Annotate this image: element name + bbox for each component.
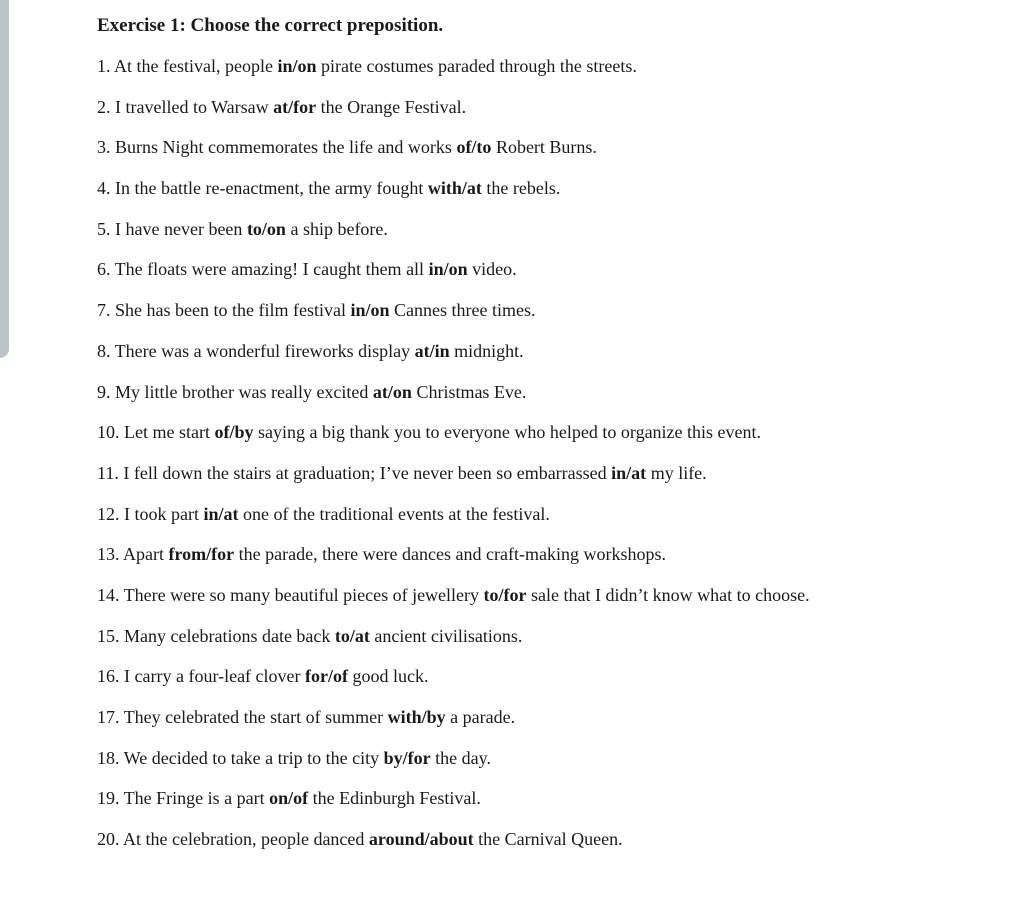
item-text-before: We decided to take a trip to the city: [123, 747, 384, 768]
item-text-before: I fell down the stairs at graduation; I’ve never been so embarrassed: [123, 462, 612, 483]
item-text-before: The floats were amazing! I caught them all: [114, 259, 429, 280]
item-text-after: video.: [467, 259, 517, 280]
item-text-after: the Edinburgh Festival.: [308, 788, 481, 809]
exercise-item: [97, 174, 997, 215]
preposition-choice: at/in: [414, 340, 450, 361]
item-number: 20.: [97, 829, 120, 850]
item-text-before: I took part: [124, 503, 204, 524]
item-number: 15.: [97, 625, 120, 646]
exercise-title: Exercise 1: Choose the correct preposition.: [97, 15, 444, 36]
item-text-after: Christmas Eve.: [411, 381, 527, 402]
preposition-choice: on/of: [269, 788, 309, 809]
exercise-item: [97, 133, 997, 174]
left-edge-strip: [0, 0, 9, 358]
item-text-after: pirate costumes paraded through the streets.: [316, 56, 637, 76]
preposition-choice: in/on: [350, 300, 390, 321]
item-number: 1.: [97, 56, 111, 76]
item-number: 9.: [97, 381, 111, 402]
item-text-after: the parade, there were dances and craft-making workshops.: [234, 544, 666, 565]
item-text-before: At the festival, people: [114, 56, 278, 76]
preposition-choice: in/at: [611, 462, 647, 483]
preposition-choice: in/on: [428, 259, 468, 280]
exercise-item: [97, 540, 997, 581]
item-text-after: saying a big thank you to everyone who helped to organize this event.: [253, 422, 762, 443]
exercise-item: [97, 418, 997, 459]
item-number: 11.: [97, 462, 119, 483]
exercise-item: [97, 459, 997, 500]
item-text-before: There was a wonderful fireworks display: [114, 340, 415, 361]
item-number: 16.: [97, 666, 120, 687]
exercise-item: [97, 744, 997, 785]
item-text-after: the rebels.: [481, 178, 561, 199]
preposition-choice: at/on: [372, 381, 412, 402]
item-number: 2.: [97, 96, 111, 117]
exercise-item: [97, 215, 997, 256]
preposition-choice: with/at: [427, 178, 482, 199]
item-text-after: the Carnival Queen.: [473, 829, 623, 850]
item-number: 18.: [97, 747, 120, 768]
item-text-before: They celebrated the start of summer: [123, 707, 388, 727]
preposition-choice: from/for: [168, 544, 235, 565]
item-number: 5.: [97, 218, 111, 239]
exercise-item: [97, 378, 997, 419]
item-text-after: Cannes three times.: [389, 300, 536, 321]
preposition-choice: of/to: [456, 137, 492, 158]
exercise-item: [97, 93, 997, 134]
exercise-item: [97, 825, 997, 866]
item-number: 14.: [97, 584, 120, 605]
exercise-item: [97, 296, 997, 337]
exercise-item: [97, 337, 997, 378]
item-number: 6.: [97, 259, 111, 280]
exercise-item: [97, 784, 997, 825]
item-text-after: ancient civilisations.: [369, 625, 523, 646]
exercise-item: [97, 500, 997, 541]
preposition-choice: around/about: [368, 829, 474, 850]
exercise-page: [97, 12, 997, 866]
exercise-item: [97, 255, 997, 296]
item-text-after: good luck.: [348, 666, 429, 687]
preposition-choice: to/for: [483, 584, 527, 605]
item-text-before: At the celebration, people danced: [123, 829, 369, 850]
preposition-choice: with/by: [387, 707, 446, 727]
exercise-item: [97, 52, 997, 93]
item-text-after: a parade.: [445, 707, 516, 727]
item-number: 4.: [97, 178, 111, 199]
item-number: 10.: [97, 422, 120, 443]
item-text-before: I carry a four-leaf clover: [124, 666, 306, 687]
item-text-before: I travelled to Warsaw: [115, 96, 274, 117]
item-text-after: a ship before.: [285, 218, 388, 239]
item-text-after: Robert Burns.: [491, 137, 597, 158]
preposition-choice: for/of: [305, 666, 349, 687]
preposition-choice: in/at: [203, 503, 239, 524]
preposition-choice: of/by: [214, 422, 254, 443]
exercise-item: [97, 581, 997, 622]
item-text-before: The Fringe is a part: [123, 788, 270, 809]
item-text-after: sale that I didn’t know what to choose.: [526, 584, 810, 605]
item-text-after: midnight.: [449, 340, 524, 361]
exercise-item: [97, 703, 997, 744]
item-number: 7.: [97, 300, 111, 321]
item-text-after: the day.: [430, 747, 491, 768]
exercise-item: [97, 622, 997, 663]
item-text-before: There were so many beautiful pieces of jewellery: [123, 584, 484, 605]
item-text-after: my life.: [646, 462, 707, 483]
preposition-choice: by/for: [383, 747, 431, 768]
item-text-before: Let me start: [124, 422, 215, 443]
item-text-before: In the battle re-enactment, the army fought: [115, 178, 428, 199]
item-number: 8.: [97, 340, 111, 361]
item-number: 12.: [97, 503, 120, 524]
item-text-after: one of the traditional events at the festival.: [238, 503, 550, 524]
item-text-before: Apart: [123, 544, 169, 565]
item-text-before: My little brother was really excited: [115, 381, 373, 402]
exercise-list: [97, 52, 997, 866]
preposition-choice: to/at: [334, 625, 370, 646]
item-text-before: Burns Night commemorates the life and works: [115, 137, 457, 158]
item-number: 3.: [97, 137, 111, 158]
exercise-item: [97, 662, 997, 703]
item-text-before: Many celebrations date back: [124, 625, 335, 646]
item-number: 19.: [97, 788, 120, 809]
item-text-before: I have never been: [115, 218, 247, 239]
preposition-choice: at/for: [273, 96, 317, 117]
preposition-choice: to/on: [246, 218, 286, 239]
item-number: 17.: [97, 707, 120, 727]
item-number: 13.: [97, 544, 120, 565]
preposition-choice: in/on: [277, 56, 317, 76]
item-text-before: She has been to the film festival: [115, 300, 351, 321]
item-text-after: the Orange Festival.: [316, 96, 467, 117]
